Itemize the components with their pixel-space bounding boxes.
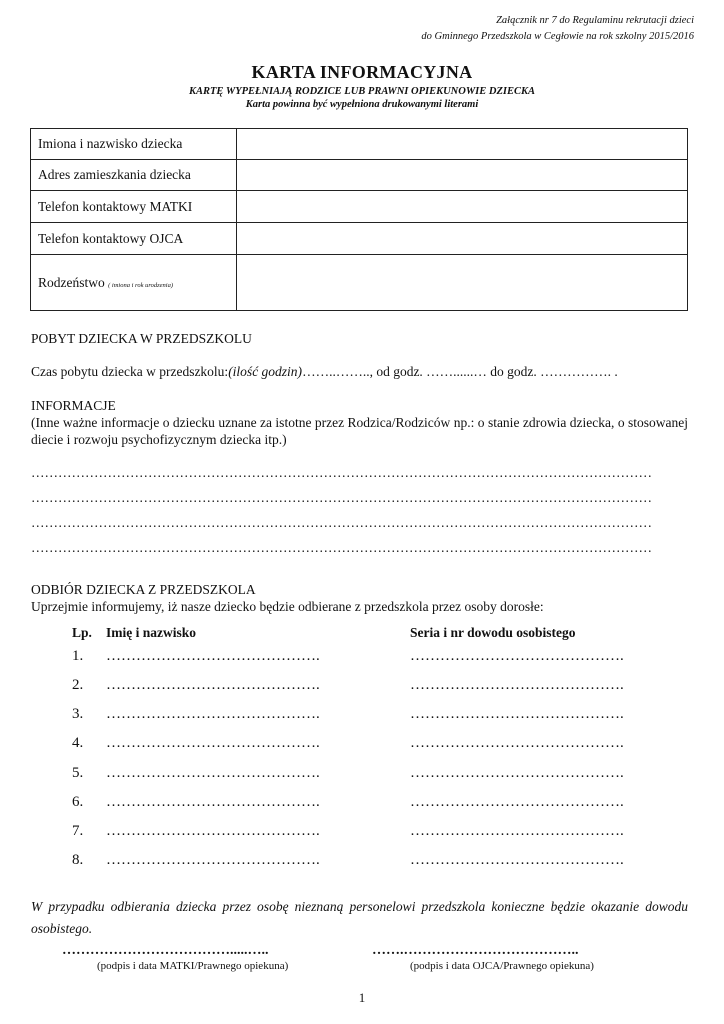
father-signature-line[interactable]: …….……………………………….. [372, 943, 579, 958]
child-info-table [30, 128, 688, 311]
row-number: 6. [72, 794, 84, 810]
table-row [31, 223, 688, 255]
col-name-header: Imię i nazwisko [106, 625, 197, 640]
row-number: 4. [72, 735, 84, 751]
row-number: 3. [72, 706, 84, 722]
stay-hours-line [31, 364, 618, 380]
info-line-3[interactable]: ………………………………………………………………………………………………………………………… [31, 515, 652, 530]
fill-instruction: Karta powinna być wypełniona drukowanymi literami [245, 99, 479, 110]
row-number: 1. [72, 648, 84, 664]
pickup-id-field[interactable]: ……………………………………. [410, 648, 624, 664]
info-line-1[interactable]: ………………………………………………………………………………………………………………………… [31, 465, 652, 480]
row-number: 5. [72, 765, 84, 781]
father-phone-label: Telefon kontaktowy OJCA [31, 223, 237, 255]
table-row [31, 160, 688, 191]
attachment-note-line1: Załącznik nr 7 do Regulaminu rekrutacji dzieci [496, 15, 694, 26]
col-id-header: Seria i nr dowodu osobistego [410, 625, 576, 640]
siblings-field[interactable] [237, 255, 688, 311]
table-row [31, 129, 688, 160]
pickup-id-field[interactable]: ……………………………………. [410, 794, 624, 810]
stay-hours-blanks[interactable]: ……..…….., od godz. ……......… do godz. ……………. . [302, 364, 618, 379]
mother-phone-label: Telefon kontaktowy MATKI [31, 191, 237, 223]
pickup-name-field[interactable]: ……………………………………. [106, 677, 320, 693]
pickup-name-field[interactable]: ……………………………………. [106, 823, 320, 839]
col-lp-header: Lp. [72, 625, 92, 640]
row-number: 2. [72, 677, 84, 693]
table-row [31, 191, 688, 223]
mother-signature-caption: (podpis i data MATKI/Prawnego opiekuna) [97, 960, 289, 972]
row-number: 7. [72, 823, 84, 839]
pickup-id-field[interactable]: ……………………………………. [410, 852, 624, 868]
pickup-name-field[interactable]: ……………………………………. [106, 852, 320, 868]
pickup-name-field[interactable]: ……………………………………. [106, 794, 320, 810]
row-number: 8. [72, 852, 84, 868]
info-line-4[interactable]: ………………………………………………………………………………………………………………………… [31, 540, 652, 555]
pickup-id-field[interactable]: ……………………………………. [410, 735, 624, 751]
stay-hours-label: Czas pobytu dziecka w przedszkolu: [31, 364, 229, 379]
child-name-field[interactable] [237, 129, 688, 160]
table-row [31, 255, 688, 311]
info-heading: INFORMACJE [31, 398, 116, 413]
id-required-note: W przypadku odbierania dziecka przez osobę nieznaną personelowi przedszkola konieczne będzie okazanie dowodu osobistego. [31, 899, 688, 936]
child-name-label: Imiona i nazwisko dziecka [31, 129, 237, 160]
pickup-name-field[interactable]: ……………………………………. [106, 735, 320, 751]
page-number: 1 [358, 990, 366, 1005]
stay-heading: POBYT DZIECKA W PRZEDSZKOLU [31, 331, 252, 346]
father-signature-caption: (podpis i data OJCA/Prawnego opiekuna) [410, 960, 594, 972]
siblings-label-cell [31, 255, 237, 311]
page-title: KARTA INFORMACYJNA [251, 62, 473, 82]
pickup-id-field[interactable]: ……………………………………. [410, 765, 624, 781]
pickup-id-field[interactable]: ……………………………………. [410, 706, 624, 722]
child-address-label: Adres zamieszkania dziecka [31, 160, 237, 191]
child-address-field[interactable] [237, 160, 688, 191]
page-subtitle: KARTĘ WYPEŁNIAJĄ RODZICE LUB PRAWNI OPIEKUNOWIE DZIECKA [189, 86, 535, 97]
info-description: (Inne ważne informacje o dziecku uznane za istotne przez Rodzica/Rodziców np.: o stanie zdrowia dziecka, o stosowanej diecie i rozwoju psychofizycznym dziecka itp.) [31, 415, 688, 447]
pickup-intro: Uprzejmie informujemy, iż nasze dziecko będzie odbierane z przedszkola przez osoby dorosłe: [31, 599, 544, 614]
mother-signature-line[interactable]: ……………………………….....….. [62, 943, 269, 958]
info-line-2[interactable]: ………………………………………………………………………………………………………………………… [31, 490, 652, 505]
mother-phone-field[interactable] [237, 191, 688, 223]
stay-hours-hint: (ilość godzin) [228, 364, 303, 379]
attachment-note-line2: do Gminnego Przedszkola w Cegłowie na rok szkolny 2015/2016 [421, 31, 694, 42]
siblings-label: Rodzeństwo [38, 274, 105, 290]
pickup-name-field[interactable]: ……………………………………. [106, 648, 320, 664]
pickup-heading: ODBIÓR DZIECKA Z PRZEDSZKOLA [31, 582, 256, 597]
pickup-id-field[interactable]: ……………………………………. [410, 677, 624, 693]
father-phone-field[interactable] [237, 223, 688, 255]
pickup-name-field[interactable]: ……………………………………. [106, 765, 320, 781]
pickup-id-field[interactable]: ……………………………………. [410, 823, 624, 839]
siblings-note: ( imiona i rok urodzenia) [108, 281, 173, 289]
pickup-name-field[interactable]: ……………………………………. [106, 706, 320, 722]
